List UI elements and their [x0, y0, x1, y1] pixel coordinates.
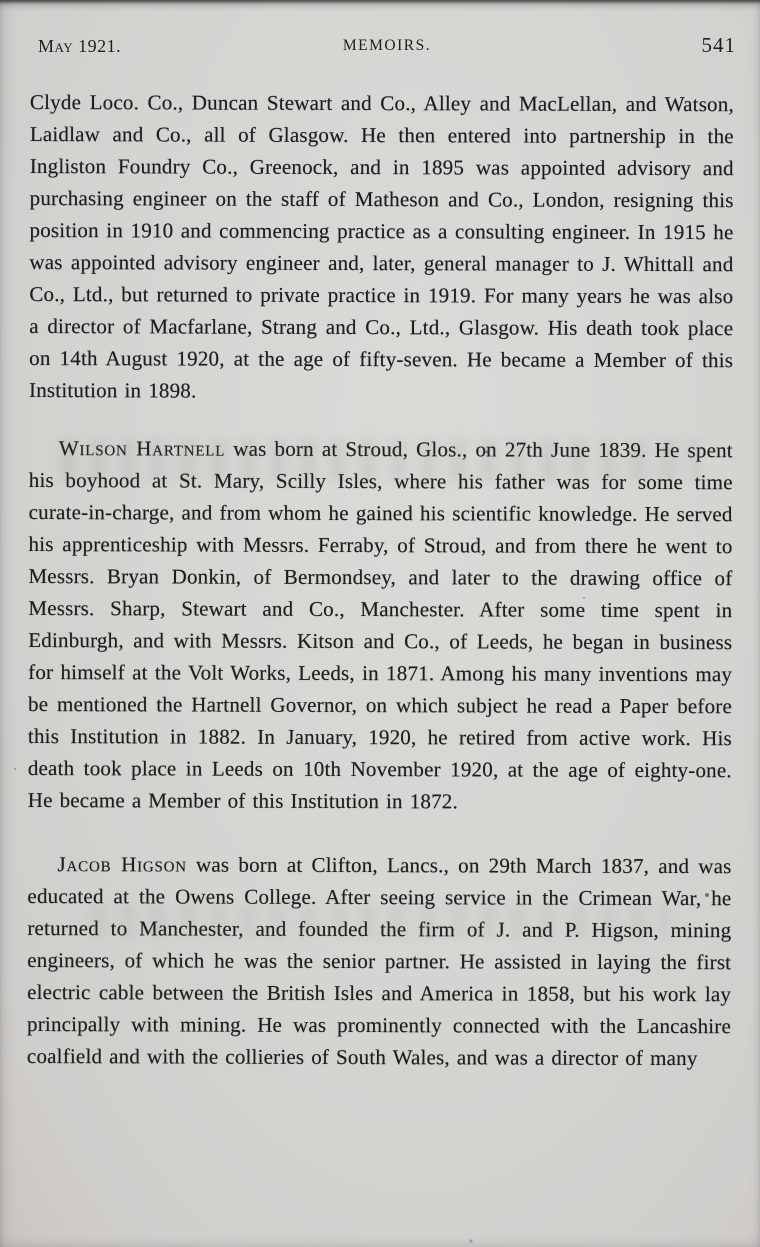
memoir-subject-name: Jacob Higson [57, 852, 187, 877]
memoir-paragraph-text: Clyde Loco. Co., Duncan Stewart and Co., Alley and MacLellan, and Watson, Laidlaw and Co., all of Glasgow. He then entered into partnership in the Ingliston Foundry Co., Greenock, and in 1895 was appointed advisory and purchasing engineer on the staff of Matheson and Co., London, resigning this position in 1910 and commencing practice as a consulting engineer. In 1915 he was appointed advisory engineer and, later, general manager to J. Whittall and Co., Ltd., but returned to private practice in 1919. For many years he was also a director of Macfarlane, Strang and Co., Ltd., Glasgow. His death took place on 14th August 1920, at the age of fifty-seven. He became a Member of this Institution in 1898. [29, 89, 734, 403]
header-date: May 1921. [38, 36, 122, 56]
page-number: 541 [701, 33, 736, 57]
memoir-paragraph-continuation [29, 86, 734, 408]
memoir-paragraph-text: was born at Stroud, Glos., on 27th June 1839. He spent his boyhood at St. Mary, Scilly Isles, where his father was for some time curate-in-charge, and from whom he gained his scientific knowledge. He served his apprenticeship with Messrs. Ferraby, of Stroud, and from there he went to Messrs. Bryan Donkin, of Bermondsey, and later to the drawing office of Messrs. Sharp, Stewart and Co., Manchester. After some time spent in Edinburgh, and with Messrs. Kitson and Co., of Leeds, he began in business for himself at the Volt Works, Leeds, in 1871. Among his many inventions may be mentioned the Hartnell Governor, on which subject he read a Paper before this Institution in 1882. In January, 1920, he retired from active work. His death took place in Leeds on 10th November 1920, at the age of eighty-one. He became a Member of this Institution in 1872. [27, 436, 733, 814]
memoir-text-block [27, 86, 734, 1100]
memoir-subject-name: Wilson Hartnell [58, 436, 226, 461]
memoir-paragraph-higson [27, 848, 732, 1074]
memoir-paragraph-hartnell [28, 432, 733, 818]
header-section-title: MEMOIRS. [342, 37, 432, 54]
scan-speckle-artifact [0, 0, 2, 2]
memoir-paragraph-text: was born at Clifton, Lancs., on 29th March 1837, and was educated at the Owens College. After seeing service in the Crimean War, he returned to Manchester, and founded the firm of J. and P. Higson, mining engineers, of which he was the senior partner. He assisted in laying the first electric cable between the British Isles and America in 1858, but his work lay principally with mining. He was prominently connected with the Lancashire coalfield and with the collieries of South Wales, and was a director of many [26, 852, 732, 1071]
running-header [38, 33, 736, 59]
